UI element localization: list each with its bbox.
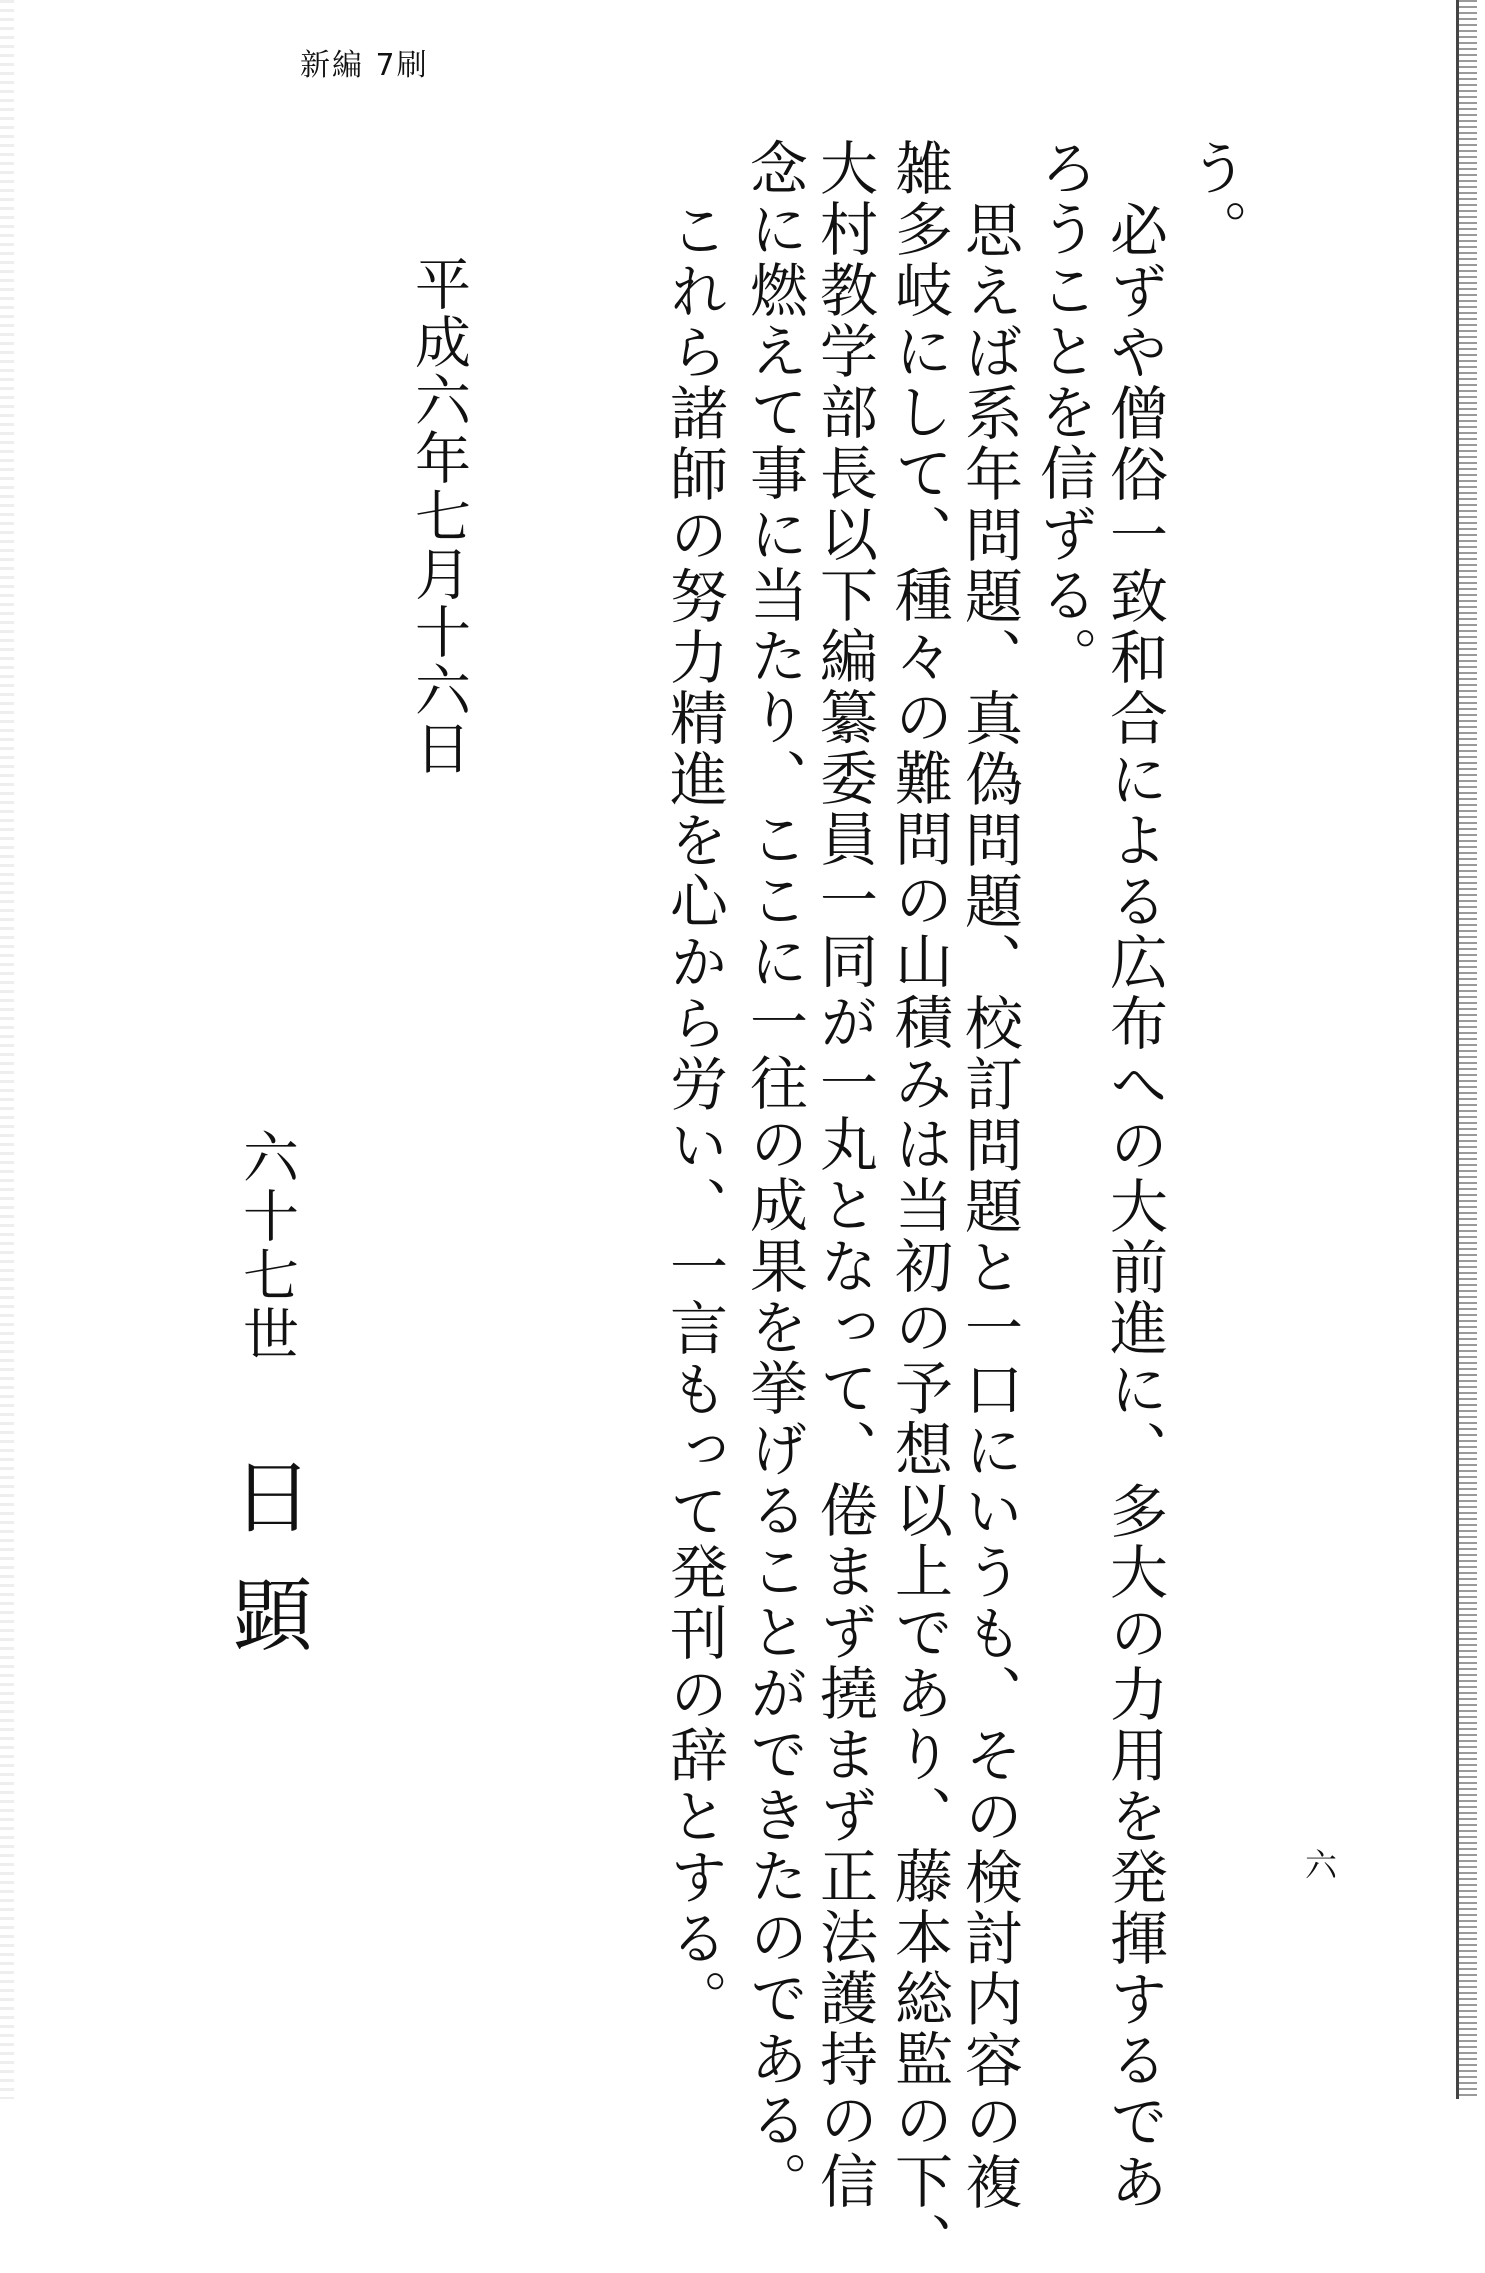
page-number: 六	[1305, 1846, 1338, 1884]
text-column-7: 念に燃えて事に当たり、ここに一往の成果を挙げることができたのである。	[740, 138, 808, 2212]
text-column-8: これら諸師の努力精進を心から労い、一言もって発刊の辞とする。	[660, 200, 728, 2030]
scan-edge-left	[0, 0, 14, 2099]
edition-header: 新編 7刷	[300, 48, 429, 83]
text-column-1: う。	[1180, 138, 1248, 260]
text-column-6: 大村教学部長以下編纂委員一同が一丸となって、倦まず撓まず正法護持の信	[810, 138, 878, 2212]
text-column-5: 雑多岐にして、種々の難問の山積みは当初の予想以上であり、藤本総監の下、	[885, 138, 953, 2273]
text-column-2: 必ずや僧俗一致和合による広布への大前進に、多大の力用を発揮するであ	[1100, 200, 1168, 2213]
date-line: 平成六年七月十六日	[406, 255, 471, 777]
author-generation: 六十七世	[234, 1128, 299, 1364]
scan-edge-right	[1456, 0, 1477, 2099]
text-column-3: ろうことを信ずる。	[1030, 138, 1098, 687]
author-name: 日顕	[219, 1455, 312, 1691]
text-column-4: 思えば系年問題、真偽問題、校訂問題と一口にいうも、その検討内容の複	[955, 200, 1023, 2213]
